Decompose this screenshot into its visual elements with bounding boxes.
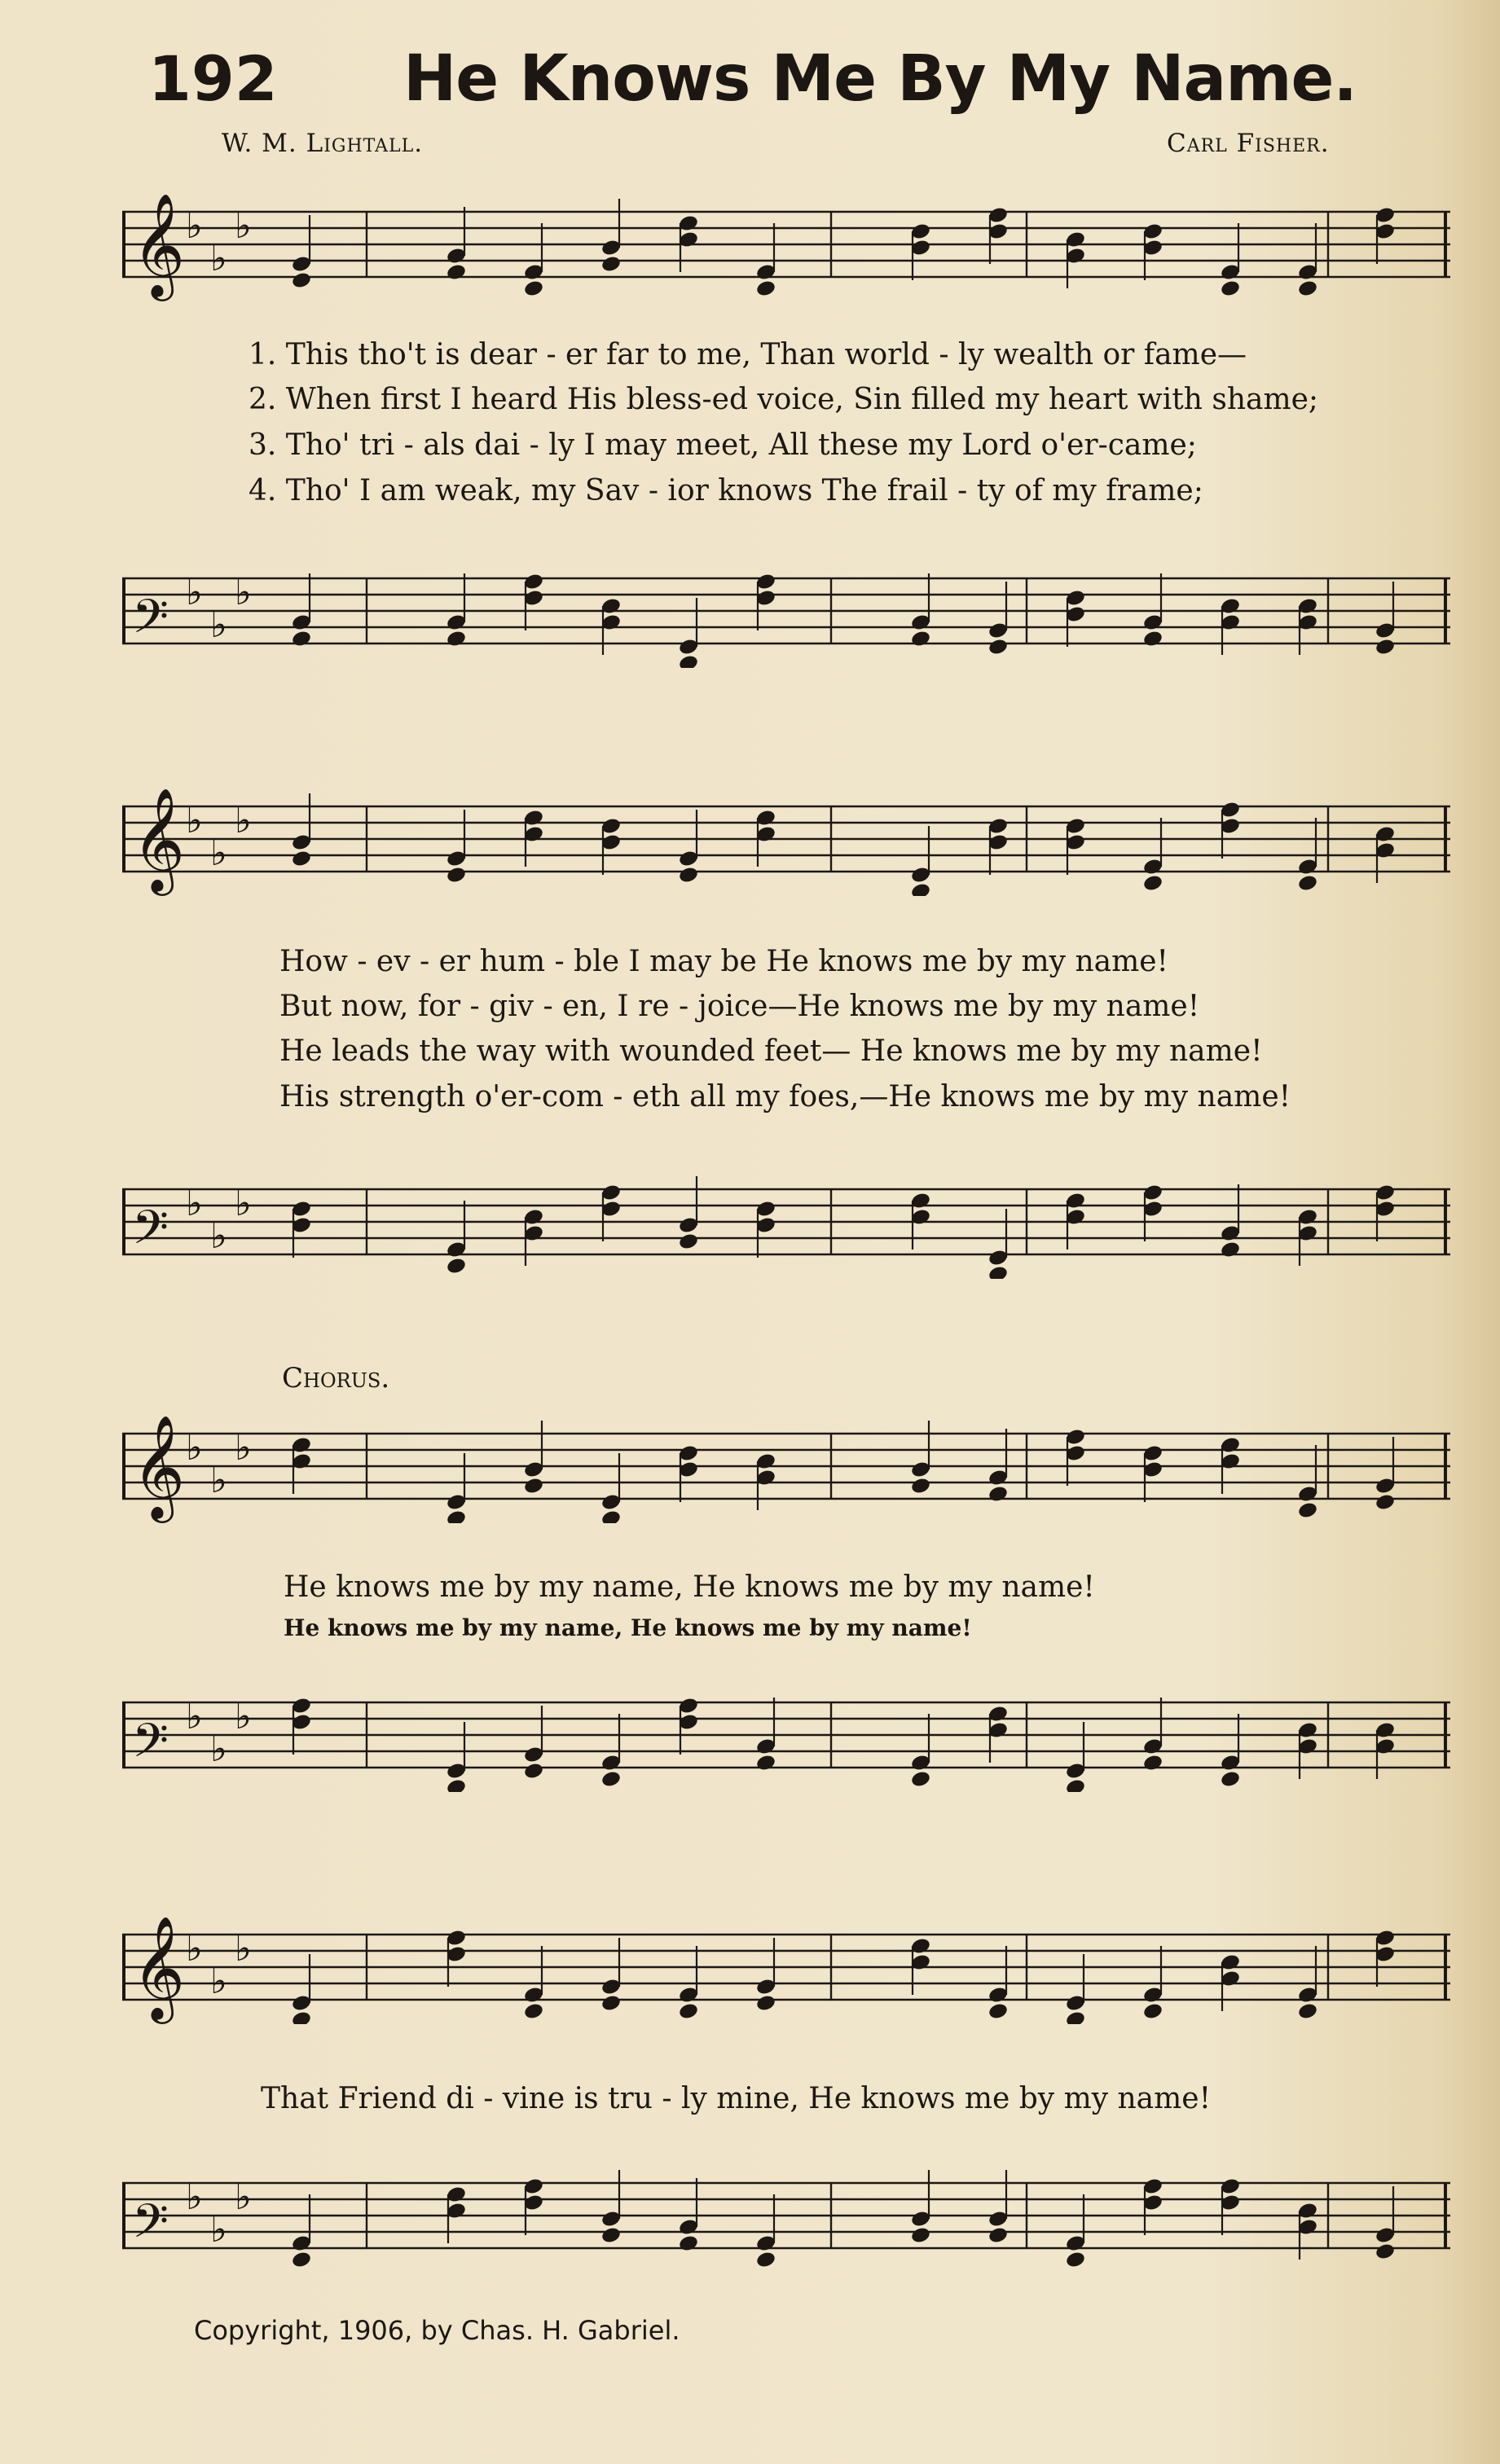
staff-system-2-bass (122, 1165, 1450, 1279)
svg-text:♭: ♭ (210, 238, 227, 279)
svg-text:𝄞: 𝄞 (132, 192, 186, 296)
svg-text:♭: ♭ (235, 205, 252, 247)
verse-line-3: 3. Tho' tri - als dai - ly I may meet, All these my Lord o'er-came; (249, 428, 1197, 462)
svg-text:♭: ♭ (210, 1460, 227, 1501)
staff-final-treble (122, 1910, 1450, 2024)
svg-text:♭: ♭ (210, 2209, 227, 2251)
svg-text:♭: ♭ (235, 1183, 252, 1224)
staff-system-1-treble (122, 187, 1450, 301)
copyright-notice: Copyright, 1906, by Chas. H. Gabriel. (194, 2315, 680, 2346)
svg-text:♭: ♭ (186, 1696, 203, 1737)
svg-text:♭: ♭ (186, 800, 203, 841)
svg-text:♭: ♭ (235, 2176, 252, 2218)
staff-final-bass (122, 2159, 1450, 2273)
chorus-line-1-bass: He knows me by my name, He knows me by my name! (284, 1614, 972, 1641)
svg-text:♭: ♭ (235, 800, 252, 841)
svg-text:𝄢: 𝄢 (132, 1713, 169, 1780)
svg-text:♭: ♭ (235, 1928, 252, 1970)
svg-text:♭: ♭ (186, 2176, 203, 2218)
chorus-line-1: He knows me by my name, He knows me by my name! (284, 1570, 1095, 1604)
staff-system-1-bass (122, 554, 1450, 668)
svg-text:𝄞: 𝄞 (132, 787, 186, 891)
svg-text:𝄞: 𝄞 (132, 1915, 186, 2019)
svg-text:𝄢: 𝄢 (132, 589, 169, 656)
svg-text:♭: ♭ (186, 1928, 203, 1970)
hymn-title: He Knows Me By My Name. (403, 42, 1357, 116)
svg-text:♭: ♭ (186, 572, 203, 613)
svg-text:♭: ♭ (186, 1427, 203, 1469)
svg-text:♭: ♭ (186, 1183, 203, 1224)
lyricist-credit: W. M. Lightall. (222, 129, 424, 158)
svg-text:♭: ♭ (235, 1696, 252, 1737)
svg-text:♭: ♭ (235, 1427, 252, 1469)
chorus-label: Chorus. (282, 1362, 390, 1395)
svg-text:𝄢: 𝄢 (132, 2194, 169, 2260)
staff-system-2-treble (122, 782, 1450, 896)
composer-credit: Carl Fisher. (1167, 129, 1330, 158)
verse-line-5: How - ev - er hum - ble I may be He knows me by my name! (279, 945, 1169, 978)
verse-line-6: But now, for - giv - en, I re - joice—He knows me by my name! (279, 990, 1200, 1023)
svg-text:𝄞: 𝄞 (132, 1414, 186, 1518)
verse-line-2: 2. When first I heard His bless-ed voice, Sin filled my heart with shame; (249, 383, 1319, 416)
verse-line-1: 1. This tho't is dear - er far to me, Than world - ly wealth or fame— (249, 338, 1247, 371)
verse-line-7: He leads the way with wounded feet— He knows me by my name! (279, 1034, 1263, 1068)
svg-text:♭: ♭ (210, 1215, 227, 1257)
svg-text:♭: ♭ (186, 205, 203, 247)
verse-line-8: His strength o'er-com - eth all my foes,—He knows me by my name! (279, 1080, 1291, 1113)
svg-text:♭: ♭ (235, 572, 252, 613)
svg-text:♭: ♭ (210, 1728, 227, 1770)
svg-text:♭: ♭ (210, 832, 227, 874)
chorus-line-2: That Friend di - vine is tru - ly mine, He knows me by my name! (261, 2082, 1212, 2115)
staff-chorus-treble (122, 1409, 1450, 1523)
svg-text:𝄢: 𝄢 (132, 1200, 169, 1267)
svg-text:♭: ♭ (210, 604, 227, 646)
svg-text:♭: ♭ (210, 1961, 227, 2002)
staff-chorus-bass (122, 1678, 1450, 1792)
verse-line-4: 4. Tho' I am weak, my Sav - ior knows The frail - ty of my frame; (249, 474, 1203, 507)
hymn-number: 192 (148, 42, 278, 115)
